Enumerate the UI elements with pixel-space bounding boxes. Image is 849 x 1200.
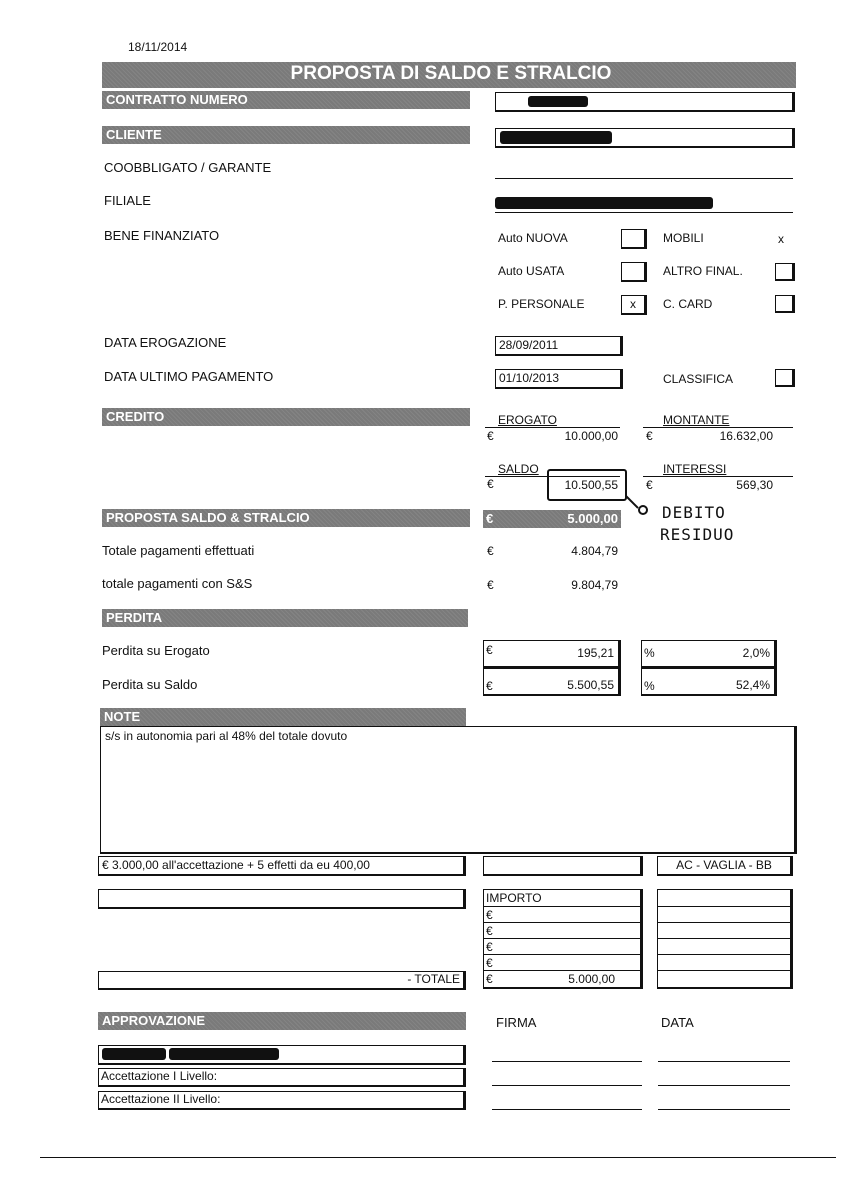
section-approvazione: APPROVAZIONE: [98, 1012, 466, 1030]
mobili-mark[interactable]: x: [778, 232, 784, 246]
cliente-field[interactable]: [495, 128, 795, 148]
interessi-value: 569,30: [736, 478, 773, 492]
perdita-erogato-pct: 2,0%: [742, 646, 770, 660]
document-date: 18/11/2014: [128, 40, 188, 54]
p-personale-label: P. PERSONALE: [498, 297, 585, 311]
approver-field[interactable]: [98, 1045, 466, 1065]
proposta-bar: [483, 510, 621, 528]
totale-ss-value: 9.804,79: [571, 578, 618, 592]
perdita-erogato-pct-sign: %: [644, 646, 655, 660]
perdita-saldo-value: 5.500,55: [567, 678, 614, 692]
importo-total-row: [484, 970, 641, 987]
totale-ss-currency: €: [487, 578, 494, 592]
classifica-label: CLASSIFICA: [663, 372, 734, 386]
totale-field: - TOTALE: [98, 971, 466, 990]
filiale-line[interactable]: [495, 212, 793, 213]
payment-extra-field[interactable]: [483, 856, 643, 876]
data-ultimo-field[interactable]: 01/10/2013: [495, 369, 623, 389]
montante-value: 16.632,00: [719, 429, 773, 443]
firma-line-3[interactable]: [492, 1109, 642, 1110]
perdita-erogato-box: [483, 640, 621, 668]
coobbligato-label: COOBBLIGATO / GARANTE: [104, 160, 272, 175]
mobili-label: MOBILI: [663, 231, 704, 245]
side-table: [657, 889, 793, 989]
erogato-value: 10.000,00: [564, 429, 618, 443]
p-personale-checkbox[interactable]: x: [621, 295, 647, 315]
bene-label: BENE FINANZIATO: [104, 228, 220, 243]
section-proposta: PROPOSTA SALDO & STRALCIO: [102, 509, 470, 527]
firma-line-2[interactable]: [492, 1085, 642, 1086]
side-total-row[interactable]: [658, 970, 791, 987]
note-textarea[interactable]: s/s in autonomia pari al 48% del totale dovuto: [100, 726, 797, 854]
side-row[interactable]: [658, 938, 791, 955]
redaction: [169, 1048, 279, 1060]
payment-plan-field[interactable]: € 3.000,00 all'accettazione + 5 effetti da eu 400,00: [98, 856, 466, 876]
proposta-currency: €: [486, 511, 494, 526]
montante-label: MONTANTE: [663, 413, 730, 427]
saldo-hand-circle: [547, 469, 627, 501]
perdita-erogato-pct-box: [641, 640, 777, 668]
saldo-currency: €: [487, 477, 494, 491]
data-erogazione-label: DATA EROGAZIONE: [104, 335, 227, 350]
perdita-saldo-label: Perdita su Saldo: [102, 677, 198, 692]
data-ultimo-label: DATA ULTIMO PAGAMENTO: [104, 369, 274, 384]
importo-total-currency: €: [486, 972, 493, 986]
side-row[interactable]: [658, 954, 791, 971]
interessi-currency: €: [646, 478, 653, 492]
filiale-label: FILIALE: [104, 193, 151, 208]
auto-nuova-label: Auto NUOVA: [498, 231, 568, 245]
data-line-3[interactable]: [658, 1109, 790, 1110]
contratto-field[interactable]: [495, 92, 795, 112]
importo-total-value: 5.000,00: [568, 972, 615, 986]
proposta-value: 5.000,00: [567, 511, 618, 526]
saldo-label: SALDO: [498, 462, 539, 476]
side-row[interactable]: [658, 922, 791, 939]
data-label: DATA: [661, 1015, 694, 1030]
page-title: PROPOSTA DI SALDO E STRALCIO: [102, 62, 796, 88]
importo-row[interactable]: €: [484, 922, 641, 939]
data-line-2[interactable]: [658, 1085, 790, 1086]
section-contratto: CONTRATTO NUMERO: [102, 91, 470, 109]
erogato-label: EROGATO: [498, 413, 557, 427]
filiale-redaction: [495, 197, 713, 209]
perdita-saldo-currency: €: [486, 679, 493, 693]
perdita-saldo-pct-sign: %: [644, 679, 655, 693]
side-row[interactable]: [658, 906, 791, 923]
perdita-saldo-box: [483, 668, 621, 696]
payment-method-field[interactable]: AC - VAGLIA - BB: [657, 856, 793, 876]
erogato-line: [485, 427, 620, 428]
auto-usata-label: Auto USATA: [498, 264, 565, 278]
importo-table: [483, 889, 643, 989]
perdita-erogato-currency: €: [486, 643, 493, 657]
montante-line: [643, 427, 793, 428]
accettazione-1-field[interactable]: Accettazione I Livello:: [98, 1068, 466, 1087]
coobbligato-line[interactable]: [495, 178, 793, 179]
redaction: [528, 96, 588, 107]
handwritten-debito: DEBITO: [662, 503, 726, 522]
perdita-erogato-label: Perdita su Erogato: [102, 643, 210, 658]
totale-pagamenti-label: Totale pagamenti effettuati: [102, 543, 255, 558]
classifica-checkbox[interactable]: [775, 369, 795, 387]
firma-label: FIRMA: [496, 1015, 537, 1030]
section-credito: CREDITO: [102, 408, 470, 426]
perdita-erogato-value: 195,21: [577, 646, 614, 660]
interessi-label: INTERESSI: [663, 462, 727, 476]
saldo-value: 10.500,55: [564, 478, 618, 492]
totale-pagamenti-value: 4.804,79: [571, 544, 618, 558]
perdita-saldo-pct: 52,4%: [735, 678, 770, 692]
altro-checkbox[interactable]: [775, 263, 795, 281]
section-note: NOTE: [100, 708, 466, 726]
c-card-checkbox[interactable]: [775, 295, 795, 313]
description-field[interactable]: [98, 889, 466, 909]
importo-header: IMPORTO: [486, 891, 542, 905]
data-erogazione-field[interactable]: 28/09/2011: [495, 336, 623, 356]
perdita-saldo-pct-box: [641, 668, 777, 696]
erogato-currency: €: [487, 429, 494, 443]
redaction: [102, 1048, 166, 1060]
accettazione-2-field[interactable]: Accettazione II Livello:: [98, 1091, 466, 1110]
page-bottom-rule: [40, 1157, 836, 1158]
c-card-label: C. CARD: [663, 297, 713, 311]
importo-row[interactable]: €: [484, 938, 641, 955]
auto-nuova-checkbox[interactable]: [621, 229, 647, 249]
redaction: [500, 131, 612, 144]
auto-usata-checkbox[interactable]: [621, 262, 647, 282]
section-perdita: PERDITA: [102, 609, 468, 627]
section-cliente: CLIENTE: [102, 126, 470, 144]
montante-currency: €: [646, 429, 653, 443]
data-line-1[interactable]: [658, 1061, 790, 1062]
altro-label: ALTRO FINAL.: [663, 264, 743, 278]
totale-pagamenti-currency: €: [487, 544, 494, 558]
totale-ss-label: totale pagamenti con S&S: [102, 576, 253, 591]
importo-row[interactable]: €: [484, 906, 641, 923]
firma-line-1[interactable]: [492, 1061, 642, 1062]
hand-arrow-icon: [624, 494, 664, 518]
interessi-line: [643, 476, 793, 477]
handwritten-residuo: RESIDUO: [660, 525, 735, 544]
importo-row[interactable]: €: [484, 954, 641, 971]
